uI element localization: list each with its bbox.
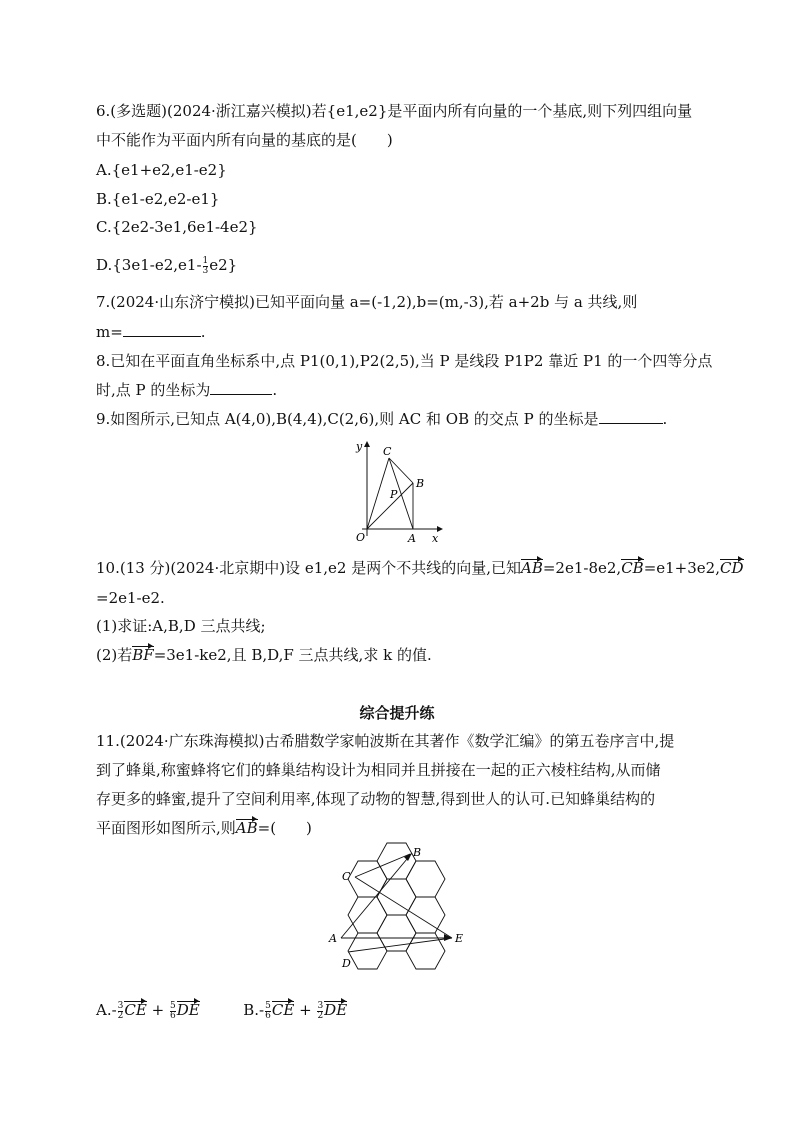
y-axis-arrow [364, 441, 370, 447]
label-p: P [390, 488, 398, 501]
label-e: E [455, 932, 464, 945]
q11-stem-line4: 平面图形如图所示,则AB=( ) [96, 819, 312, 837]
arrow-de [348, 938, 452, 952]
q10-part2: (2)若BF=3e1-ke2,且 B,D,F 三点共线,求 k 的值. [96, 646, 432, 664]
q10-stem-line1: 10.(13 分)(2024·北京期中)设 e1,e2 是两个不共线的向量,已知AB=2e1-8e2,CB=e1+3e2,CD [96, 559, 744, 577]
q9-stem: 9.如图所示,已知点 A(4,0),B(4,4),C(2,6),则 AC 和 OB 的交点 P 的坐标是 . [96, 410, 668, 428]
vector-cd: CD [719, 559, 744, 577]
fraction-one-third: $\frac{1}{3}$ [202, 255, 209, 276]
label-b: B [413, 846, 422, 859]
q6-option-a: A.{e1+e2,e1-e2} [96, 161, 227, 179]
section-title: 综合提升练 [359, 704, 435, 722]
arrowhead-b [404, 853, 412, 861]
vector-arrows [341, 853, 452, 952]
label-b: B [416, 477, 425, 490]
q7-stem-line2: m= . [96, 323, 206, 341]
hex-cell [377, 843, 416, 879]
q10-stem-line2: =2e1-e2. [96, 589, 165, 607]
q8-answer-blank[interactable] [210, 380, 272, 395]
vector-de: DE [176, 1001, 200, 1019]
hex-cell [406, 861, 445, 897]
q11-options [96, 1000, 347, 1021]
segment-cb [389, 458, 413, 483]
hex-cell [377, 879, 416, 915]
q6-option-c: C.{2e2-3e1,6e1-4e2} [96, 218, 258, 236]
label-c: C [342, 870, 351, 883]
vector-ab: AB [520, 559, 543, 577]
vector-ce: CE [271, 1001, 295, 1019]
vector-ce: CE [124, 1001, 147, 1019]
label-a: A [408, 532, 416, 545]
q8-stem-line2: 时,点 P 的坐标为 . [96, 381, 278, 399]
q6-option-d: D.{3e1-e2,e1- $\frac{1}{3}$ e2} [96, 255, 238, 276]
label-c: C [383, 445, 392, 458]
q9-answer-blank[interactable] [599, 409, 663, 424]
arrow-ab [341, 853, 412, 938]
q11-stem-line2: 到了蜂巢,称蜜蜂将它们的蜂巢结构设计为相同并且拼接在一起的正六棱柱结构,从而储 [96, 761, 661, 779]
label-d: D [342, 957, 351, 970]
vector-de: DE [324, 1001, 348, 1019]
arrow-ce [355, 877, 452, 938]
q11-option-a[interactable]: A.- $\frac{3}{2}$ CE + $\frac{5}{6}$ DE [96, 1000, 200, 1021]
label-o: O [356, 531, 366, 544]
vector-ab: AB [235, 819, 258, 837]
vector-bf: BF [132, 646, 154, 664]
q6-stem-line1: 6.(多选题)(2024·浙江嘉兴模拟)若{e1,e2}是平面内所有向量的一个基底,则下列四组向量 [96, 102, 693, 120]
q11-option-b[interactable]: B.- $\frac{5}{6}$ CE + $\frac{3}{2}$ DE [243, 1000, 348, 1021]
q11-stem-line3: 存更多的蜂蜜,提升了空间利用率,体现了动物的智慧,得到世人的认可.已知蜂巢结构的 [96, 790, 656, 808]
q10-part1: (1)求证:A,B,D 三点共线; [96, 617, 266, 635]
q7-stem-line1: 7.(2024·山东济宁模拟)已知平面向量 a=(-1,2),b=(m,-3),若 a+2b 与 a 共线,则 [96, 293, 638, 311]
q6-stem-line2: 中不能作为平面内所有向量的基底的是( ) [96, 131, 393, 149]
label-a: A [329, 932, 337, 945]
hex-cell [348, 897, 387, 933]
label-x: x [432, 532, 439, 545]
q9-figure [350, 436, 450, 548]
q6-option-b: B.{e1-e2,e2-e1} [96, 190, 220, 208]
q11-stem-line1: 11.(2024·广东珠海模拟)古希腊数学家帕波斯在其著作《数学汇编》的第五卷序言中,提 [96, 732, 675, 750]
q7-answer-blank[interactable] [123, 322, 201, 337]
q8-stem-line1: 8.已知在平面直角坐标系中,点 P1(0,1),P2(2,5),当 P 是线段 P1P2 靠近 P1 的一个四等分点 [96, 352, 713, 370]
label-y: y [356, 440, 363, 453]
hex-cell [406, 897, 445, 933]
vector-cb: CB [621, 559, 644, 577]
q11-honeycomb-figure [322, 840, 472, 980]
